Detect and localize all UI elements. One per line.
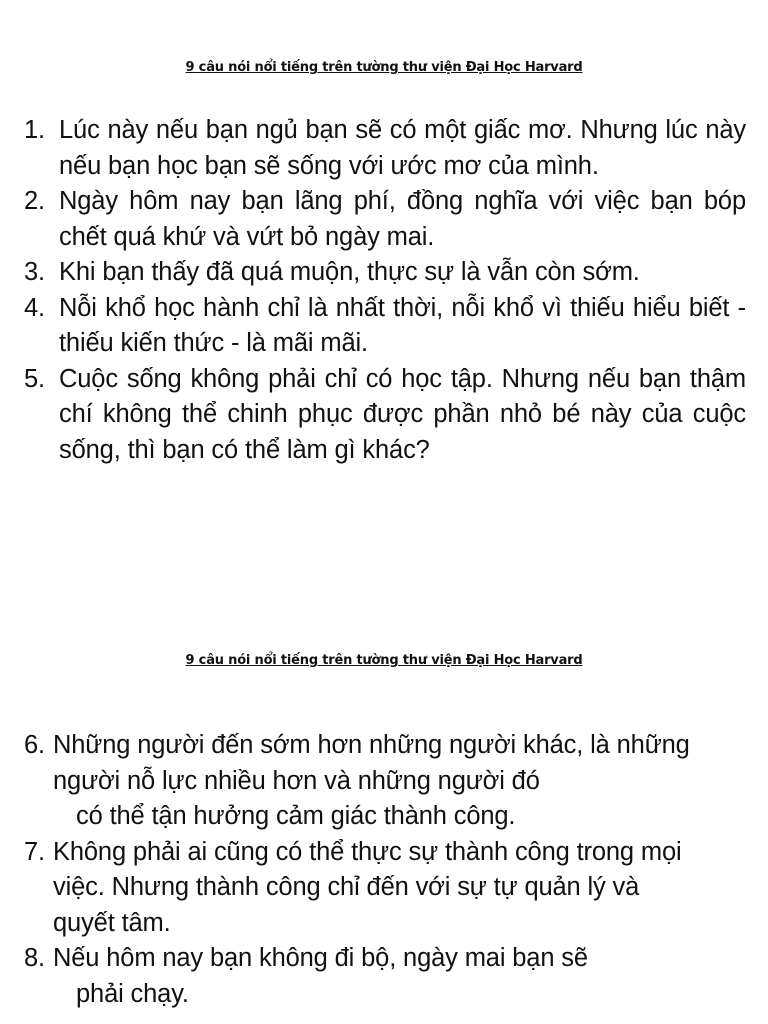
quote-item-8 xyxy=(24,941,746,1012)
quote-item-2 xyxy=(24,184,746,255)
quote-number: 2. xyxy=(24,187,45,215)
quote-text: Nỗi khổ học hành chỉ là nhất thời, nỗi khổ vì thiếu hiểu biết - thiếu kiến thức - là mãi mãi. xyxy=(59,293,746,357)
quote-line: Không phải ai cũng có thể thực sự thành công trong mọi xyxy=(53,837,682,866)
quote-line: Nếu hôm nay bạn không đi bộ, ngày mai bạn sẽ xyxy=(53,944,588,972)
quote-line: phải chạy. xyxy=(76,979,189,1008)
document-heading: 9 câu nói nổi tiếng trên tường thư viện Đại Học Harvard xyxy=(185,653,583,668)
quote-item-5 xyxy=(24,362,746,469)
quote-line: Những người đến sớm hơn những người khác, là những xyxy=(53,731,690,759)
quote-line: người nỗ lực nhiều hơn và những người đó xyxy=(53,766,540,795)
quote-item-3 xyxy=(24,255,746,291)
quote-text: Khi bạn thấy đã quá muộn, thực sự là vẫn còn sớm. xyxy=(59,258,640,286)
quote-item-6 xyxy=(24,728,746,835)
quote-list xyxy=(24,113,746,468)
quote-number: 8. xyxy=(24,944,45,972)
quote-number: 3. xyxy=(24,258,45,286)
quote-item-7 xyxy=(24,835,746,942)
quote-line: việc. Nhưng thành công chỉ đến với sự tự quản lý và xyxy=(53,873,640,901)
quote-item-1 xyxy=(24,113,746,184)
document-heading: 9 câu nói nổi tiếng trên tường thư viện Đại Học Harvard xyxy=(185,60,583,75)
quote-line: quyết tâm. xyxy=(53,908,171,937)
quote-text: Cuộc sống không phải chỉ có học tập. Nhưng nếu bạn thậm chí không thể chinh phục được phần nhỏ bé này của cuộc sống, thì bạn có thể làm gì khác? xyxy=(59,364,746,464)
quote-number: 7. xyxy=(24,837,45,866)
quote-item-4 xyxy=(24,291,746,362)
quote-text: Ngày hôm nay bạn lãng phí, đồng nghĩa với việc bạn bóp chết quá khứ và vứt bỏ ngày mai. xyxy=(59,187,746,251)
quote-list xyxy=(24,728,746,1012)
quote-number: 6. xyxy=(24,731,45,759)
quote-text: Lúc này nếu bạn ngủ bạn sẽ có một giấc mơ. Nhưng lúc này nếu bạn học bạn sẽ sống với ước mơ của mình. xyxy=(59,116,746,180)
quote-number: 1. xyxy=(24,116,45,144)
quote-line: có thể tận hưởng cảm giác thành công. xyxy=(76,802,516,830)
quote-number: 5. xyxy=(24,364,45,393)
quote-number: 4. xyxy=(24,293,45,322)
